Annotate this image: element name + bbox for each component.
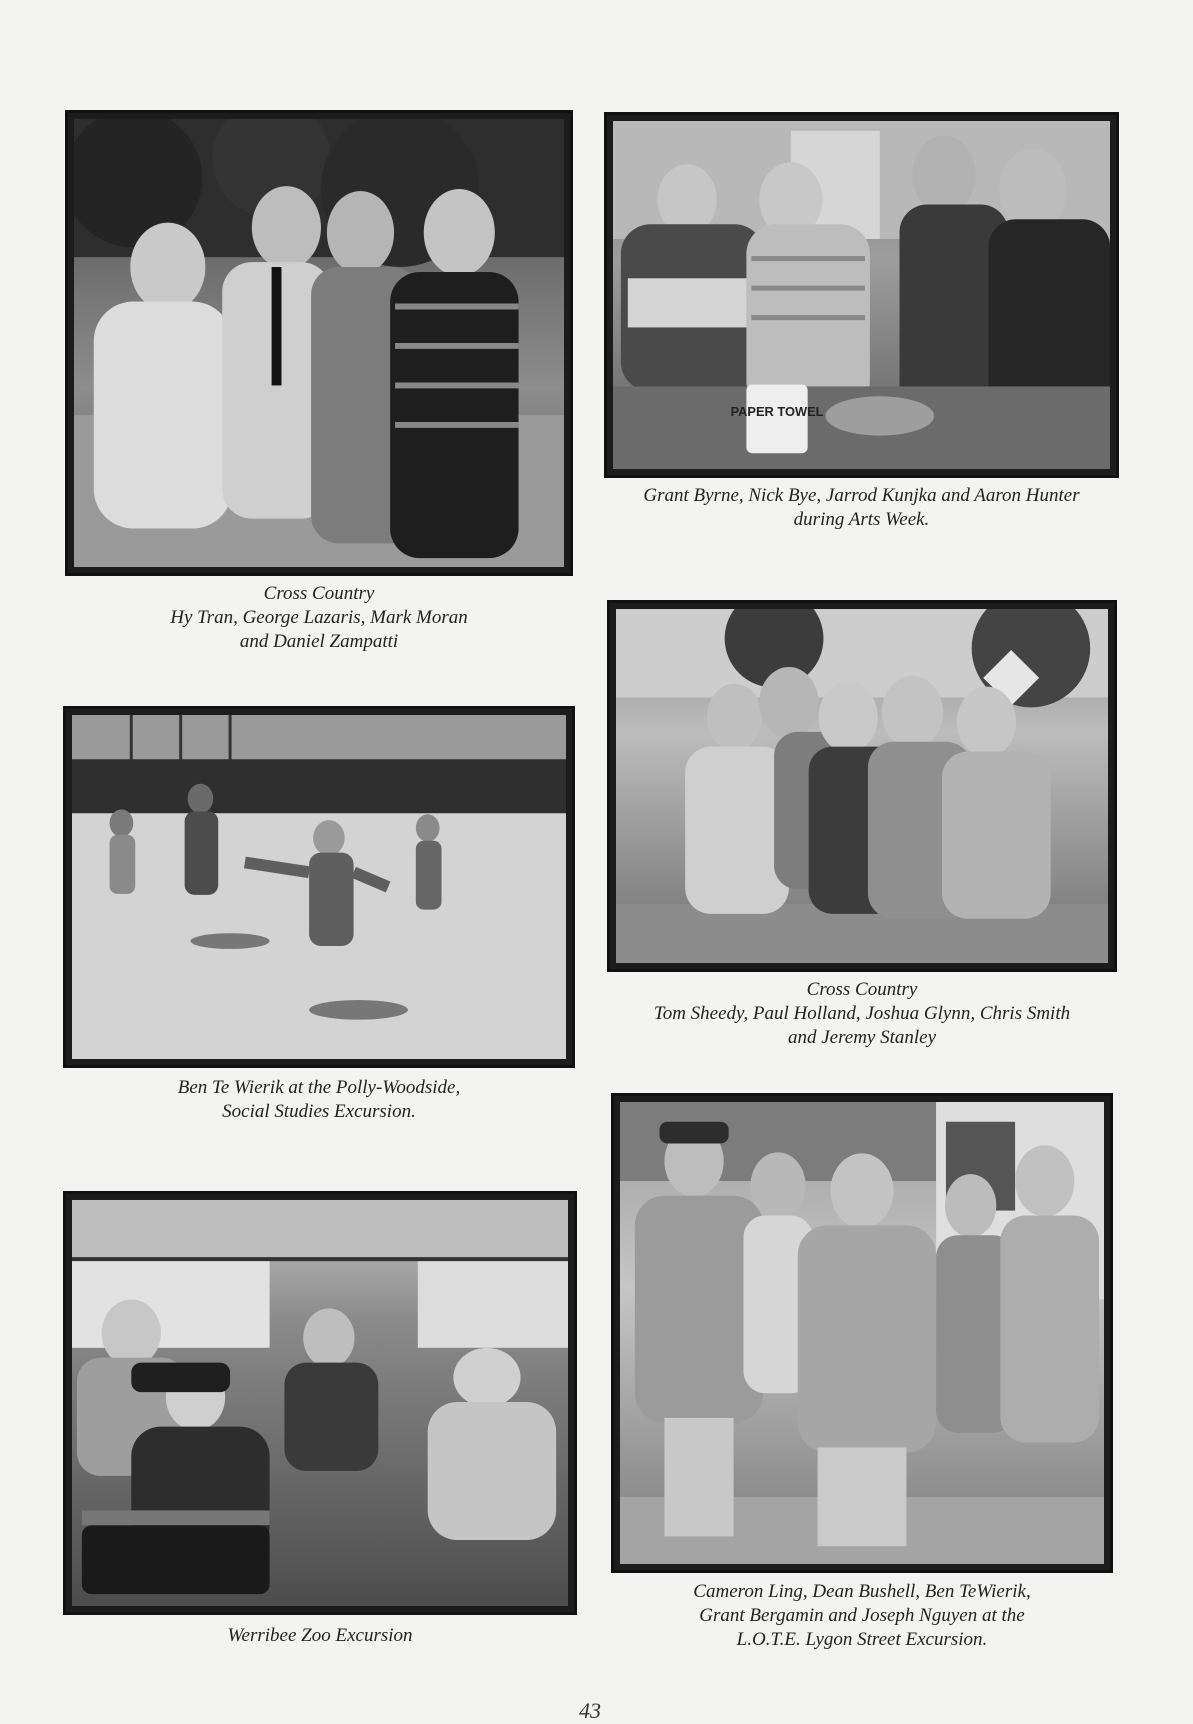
- page-number: 43: [579, 1698, 601, 1723]
- photo-polly-woodside-image: [72, 715, 566, 1059]
- caption-cross-country-1: [65, 582, 573, 654]
- photo-polly-woodside: [63, 706, 575, 1068]
- caption-line: Ben Te Wierik at the Polly-Woodside,: [177, 1077, 461, 1098]
- caption-line: Grant Bergamin and Joseph Nguyen at the: [699, 1605, 1025, 1626]
- caption-line: during Arts Week.: [793, 509, 930, 530]
- photo-lote-excursion: [611, 1093, 1113, 1573]
- caption-line: and Jeremy Stanley: [787, 1027, 937, 1048]
- photo-werribee-zoo-image: [72, 1200, 568, 1606]
- photo-werribee-zoo: [63, 1191, 577, 1615]
- caption-line: Cross Country: [806, 979, 918, 1000]
- caption-werribee-zoo: [63, 1624, 577, 1648]
- caption-line: Cross Country: [263, 583, 375, 604]
- caption-arts-week: [604, 484, 1119, 532]
- photo-cross-country-1-image: [74, 119, 564, 567]
- caption-line: and Daniel Zampatti: [239, 631, 399, 652]
- caption-line: Hy Tran, George Lazaris, Mark Moran: [170, 607, 468, 628]
- photo-arts-week: [604, 112, 1119, 478]
- caption-line: Social Studies Excursion.: [222, 1101, 416, 1122]
- photo-lote-excursion-image: [620, 1102, 1104, 1564]
- paper-towel-sign: PAPER TOWEL: [730, 403, 824, 419]
- caption-polly-woodside: [63, 1076, 575, 1124]
- caption-line: Werribee Zoo Excursion: [227, 1625, 413, 1646]
- caption-cross-country-2: [600, 978, 1124, 1050]
- caption-line: Grant Byrne, Nick Bye, Jarrod Kunjka and Aaron Hunter: [643, 485, 1080, 506]
- photo-arts-week-image: [613, 121, 1110, 469]
- photo-cross-country-2-image: [616, 609, 1108, 963]
- caption-lote-excursion: [605, 1580, 1119, 1652]
- caption-line: Tom Sheedy, Paul Holland, Joshua Glynn, Chris Smith: [653, 1003, 1071, 1024]
- photo-cross-country-2: [607, 600, 1117, 972]
- photo-cross-country-1: [65, 110, 573, 576]
- caption-line: L.O.T.E. Lygon Street Excursion.: [736, 1629, 988, 1650]
- caption-line: Cameron Ling, Dean Bushell, Ben TeWierik,: [693, 1581, 1031, 1602]
